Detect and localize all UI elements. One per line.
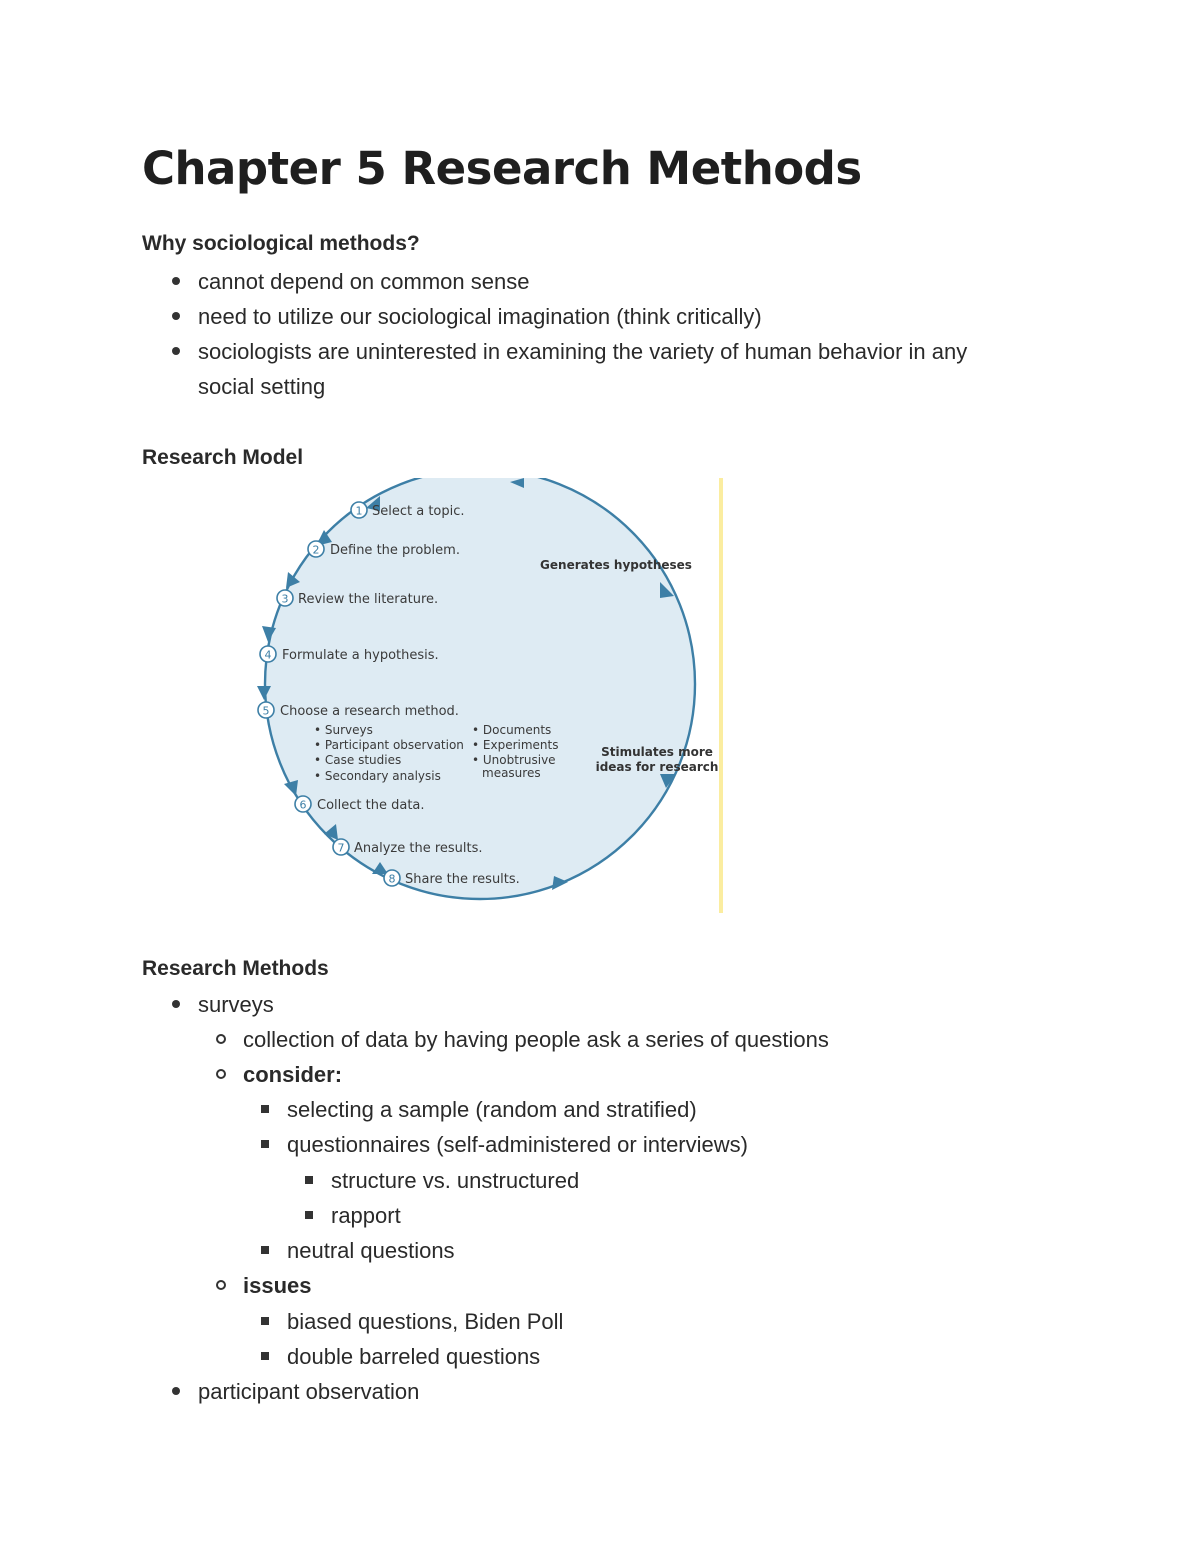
step-label: Formulate a hypothesis.: [282, 648, 439, 663]
bullet-disc-icon: [172, 277, 180, 285]
bullet-square-icon: [305, 1211, 313, 1219]
bullet-square-icon: [305, 1176, 313, 1184]
highlight-strip: [719, 478, 723, 913]
step-label: Define the problem.: [330, 543, 460, 558]
stimulates-label-line1: Stimulates more: [601, 745, 713, 759]
step-number: 4: [264, 648, 272, 662]
bullet-disc-icon: [172, 1000, 180, 1008]
list-item-text: consider:: [243, 1062, 343, 1087]
step-label: Share the results.: [405, 872, 520, 887]
step-label: Analyze the results.: [354, 841, 483, 856]
list-item-text: biased questions, Biden Poll: [287, 1309, 564, 1334]
list-item: [198, 334, 967, 369]
list-item: [243, 1022, 829, 1057]
list-item-text: questionnaires (self-administered or interviews): [287, 1132, 748, 1157]
step-3: [277, 590, 438, 607]
bullet-disc-icon: [172, 1387, 180, 1395]
list-item-text: neutral questions: [287, 1238, 455, 1263]
list-item: [287, 1092, 697, 1127]
step-4: [260, 646, 439, 663]
bullet-square-icon: [261, 1246, 269, 1254]
list-item: [331, 1163, 579, 1198]
list-item-text: structure vs. unstructured: [331, 1168, 580, 1193]
list-item: [198, 264, 529, 299]
bullet-circle-icon: [216, 1034, 226, 1044]
list-item-text: surveys: [198, 992, 274, 1017]
step-number: 1: [355, 504, 363, 518]
list-item: [287, 1304, 563, 1339]
step-number: 6: [299, 798, 307, 812]
list-item-text: rapport: [331, 1203, 401, 1228]
list-item-text: social setting: [198, 374, 326, 399]
method-item: • Documents: [472, 723, 552, 737]
list-item-text: cannot depend on common sense: [198, 269, 530, 294]
research-model-diagram: [248, 478, 728, 913]
list-item: [287, 1233, 455, 1268]
list-item-text: selecting a sample (random and stratified): [287, 1097, 697, 1122]
list-item: [198, 299, 762, 334]
step-label: Select a topic.: [372, 504, 465, 519]
list-item: [198, 987, 274, 1022]
step-label: Choose a research method.: [280, 704, 459, 719]
model-heading: Research Model: [142, 446, 304, 469]
bullet-square-icon: [261, 1105, 269, 1113]
list-item-text: double barreled questions: [287, 1344, 541, 1369]
method-item: • Experiments: [472, 738, 559, 752]
list-item-text: issues: [243, 1273, 312, 1298]
list-item: [331, 1198, 401, 1233]
list-item-text: sociologists are uninterested in examining the variety of human behavior in any: [198, 339, 968, 364]
method-item: • Participant observation: [314, 738, 464, 752]
list-item: [198, 1374, 419, 1409]
bullet-circle-icon: [216, 1280, 226, 1290]
arrowhead: [284, 780, 298, 796]
method-item: • Unobtrusive: [472, 753, 556, 767]
list-item: [287, 1339, 540, 1374]
step-number: 2: [312, 543, 320, 557]
step-number: 5: [262, 704, 270, 718]
step-8: [384, 870, 520, 887]
bullet-circle-icon: [216, 1069, 226, 1079]
step-number: 8: [388, 872, 396, 886]
list-item-text: need to utilize our sociological imagination (think critically): [198, 304, 762, 329]
research-cycle-figure: [248, 478, 728, 913]
list-item-text: participant observation: [198, 1379, 420, 1404]
methods-heading: Research Methods: [142, 957, 329, 980]
step-2: [308, 541, 460, 558]
method-item: • Secondary analysis: [314, 769, 441, 783]
stimulates-label-line2: ideas for research: [595, 760, 719, 774]
list-item: [243, 1057, 342, 1092]
step-7: [333, 839, 483, 856]
method-item: measures: [482, 766, 541, 780]
bullet-disc-icon: [172, 312, 180, 320]
list-item: [287, 1127, 748, 1162]
step-5: [258, 702, 459, 719]
method-item: • Case studies: [314, 753, 402, 767]
bullet-square-icon: [261, 1352, 269, 1360]
method-item: • Surveys: [314, 723, 373, 737]
list-item-text: collection of data by having people ask a series of questions: [243, 1027, 829, 1052]
bullet-square-icon: [261, 1140, 269, 1148]
step-label: Collect the data.: [317, 798, 425, 813]
generates-hypotheses-label: Generates hypotheses: [540, 558, 692, 572]
bullet-disc-icon: [172, 347, 180, 355]
step-label: Review the literature.: [298, 592, 439, 607]
list-item-continuation: [198, 369, 325, 404]
step-number: 7: [337, 841, 345, 855]
page-title: Chapter 5 Research Methods: [142, 142, 862, 195]
step-number: 3: [281, 592, 289, 606]
why-heading: Why sociological methods?: [142, 232, 420, 255]
list-item: [243, 1268, 312, 1303]
bullet-square-icon: [261, 1317, 269, 1325]
